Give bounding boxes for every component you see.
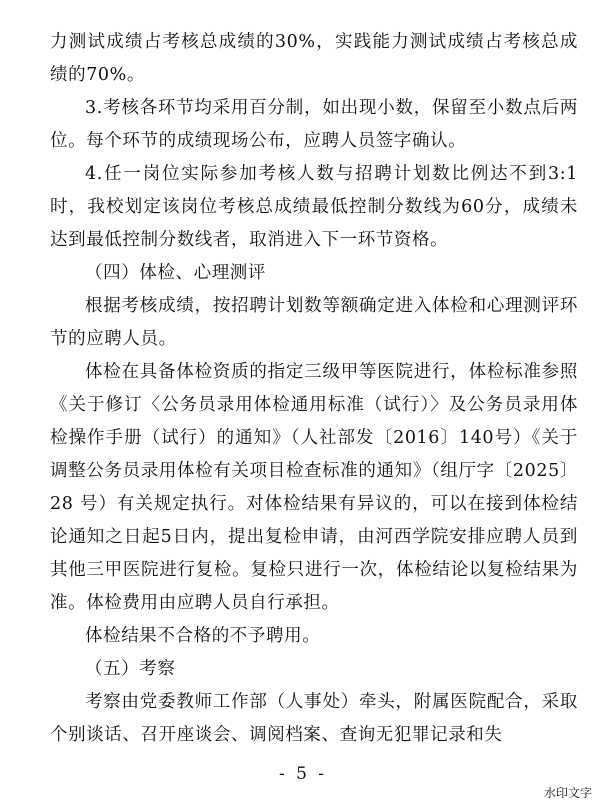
paragraph-item-3: 3.考核各环节均采用百分制，如出现小数，保留至小数点后两位。每个环节的成绩现场公布，应聘人员签字确认。: [50, 98, 578, 151]
paragraph-medical-exam: 体检在具备体检资质的指定三级甲等医院进行，体检标准参照《关于修订〈公务员录用体检通用标准（试行）〉及公务员录用体检操作手册（试行）的通知》（人社部发〔2016〕140号）《关于调整公务员录用体检有关项目检查标准的通知》（组厅字〔2025〕28 号）有关规定执行。对体检结果有异议的，可以在接到体检结论通知之日起5日内，提出复检申请，由河西学院安排应聘人员到其他三甲医院进行复检。复检只进行一次，体检结论以复检结果为准。体检费用由应聘人员自行承担。: [50, 362, 578, 613]
section-heading-5: （五）考察: [85, 659, 176, 679]
document-body: [50, 26, 578, 752]
paragraph-item-4: 4.任一岗位实际参加考核人数与招聘计划数比例达不到3:1时，我校划定该岗位考核总成绩最低控制分数线为60分，成绩未达到最低控制分数线者，取消进入下一环节资格。: [50, 164, 578, 250]
paragraph-inspection: 考察由党委教师工作部（人事处）牵头，附属医院配合，采取个别谈话、召开座谈会、调阅档案、查询无犯罪记录和失: [50, 692, 578, 745]
section-heading-4: （四）体检、心理测评: [85, 263, 266, 283]
paragraph-selection: 根据考核成绩，按招聘计划数等额确定进入体检和心理测评环节的应聘人员。: [50, 296, 578, 349]
paragraph-continued: 力测试成绩占考核总成绩的30%，实践能力测试成绩占考核总成绩的70%。: [50, 32, 578, 85]
page-number: - 5 -: [278, 764, 328, 784]
watermark-text: 水印文字: [543, 786, 592, 800]
paragraph-exam-failure: 体检结果不合格的不予聘用。: [85, 626, 321, 646]
